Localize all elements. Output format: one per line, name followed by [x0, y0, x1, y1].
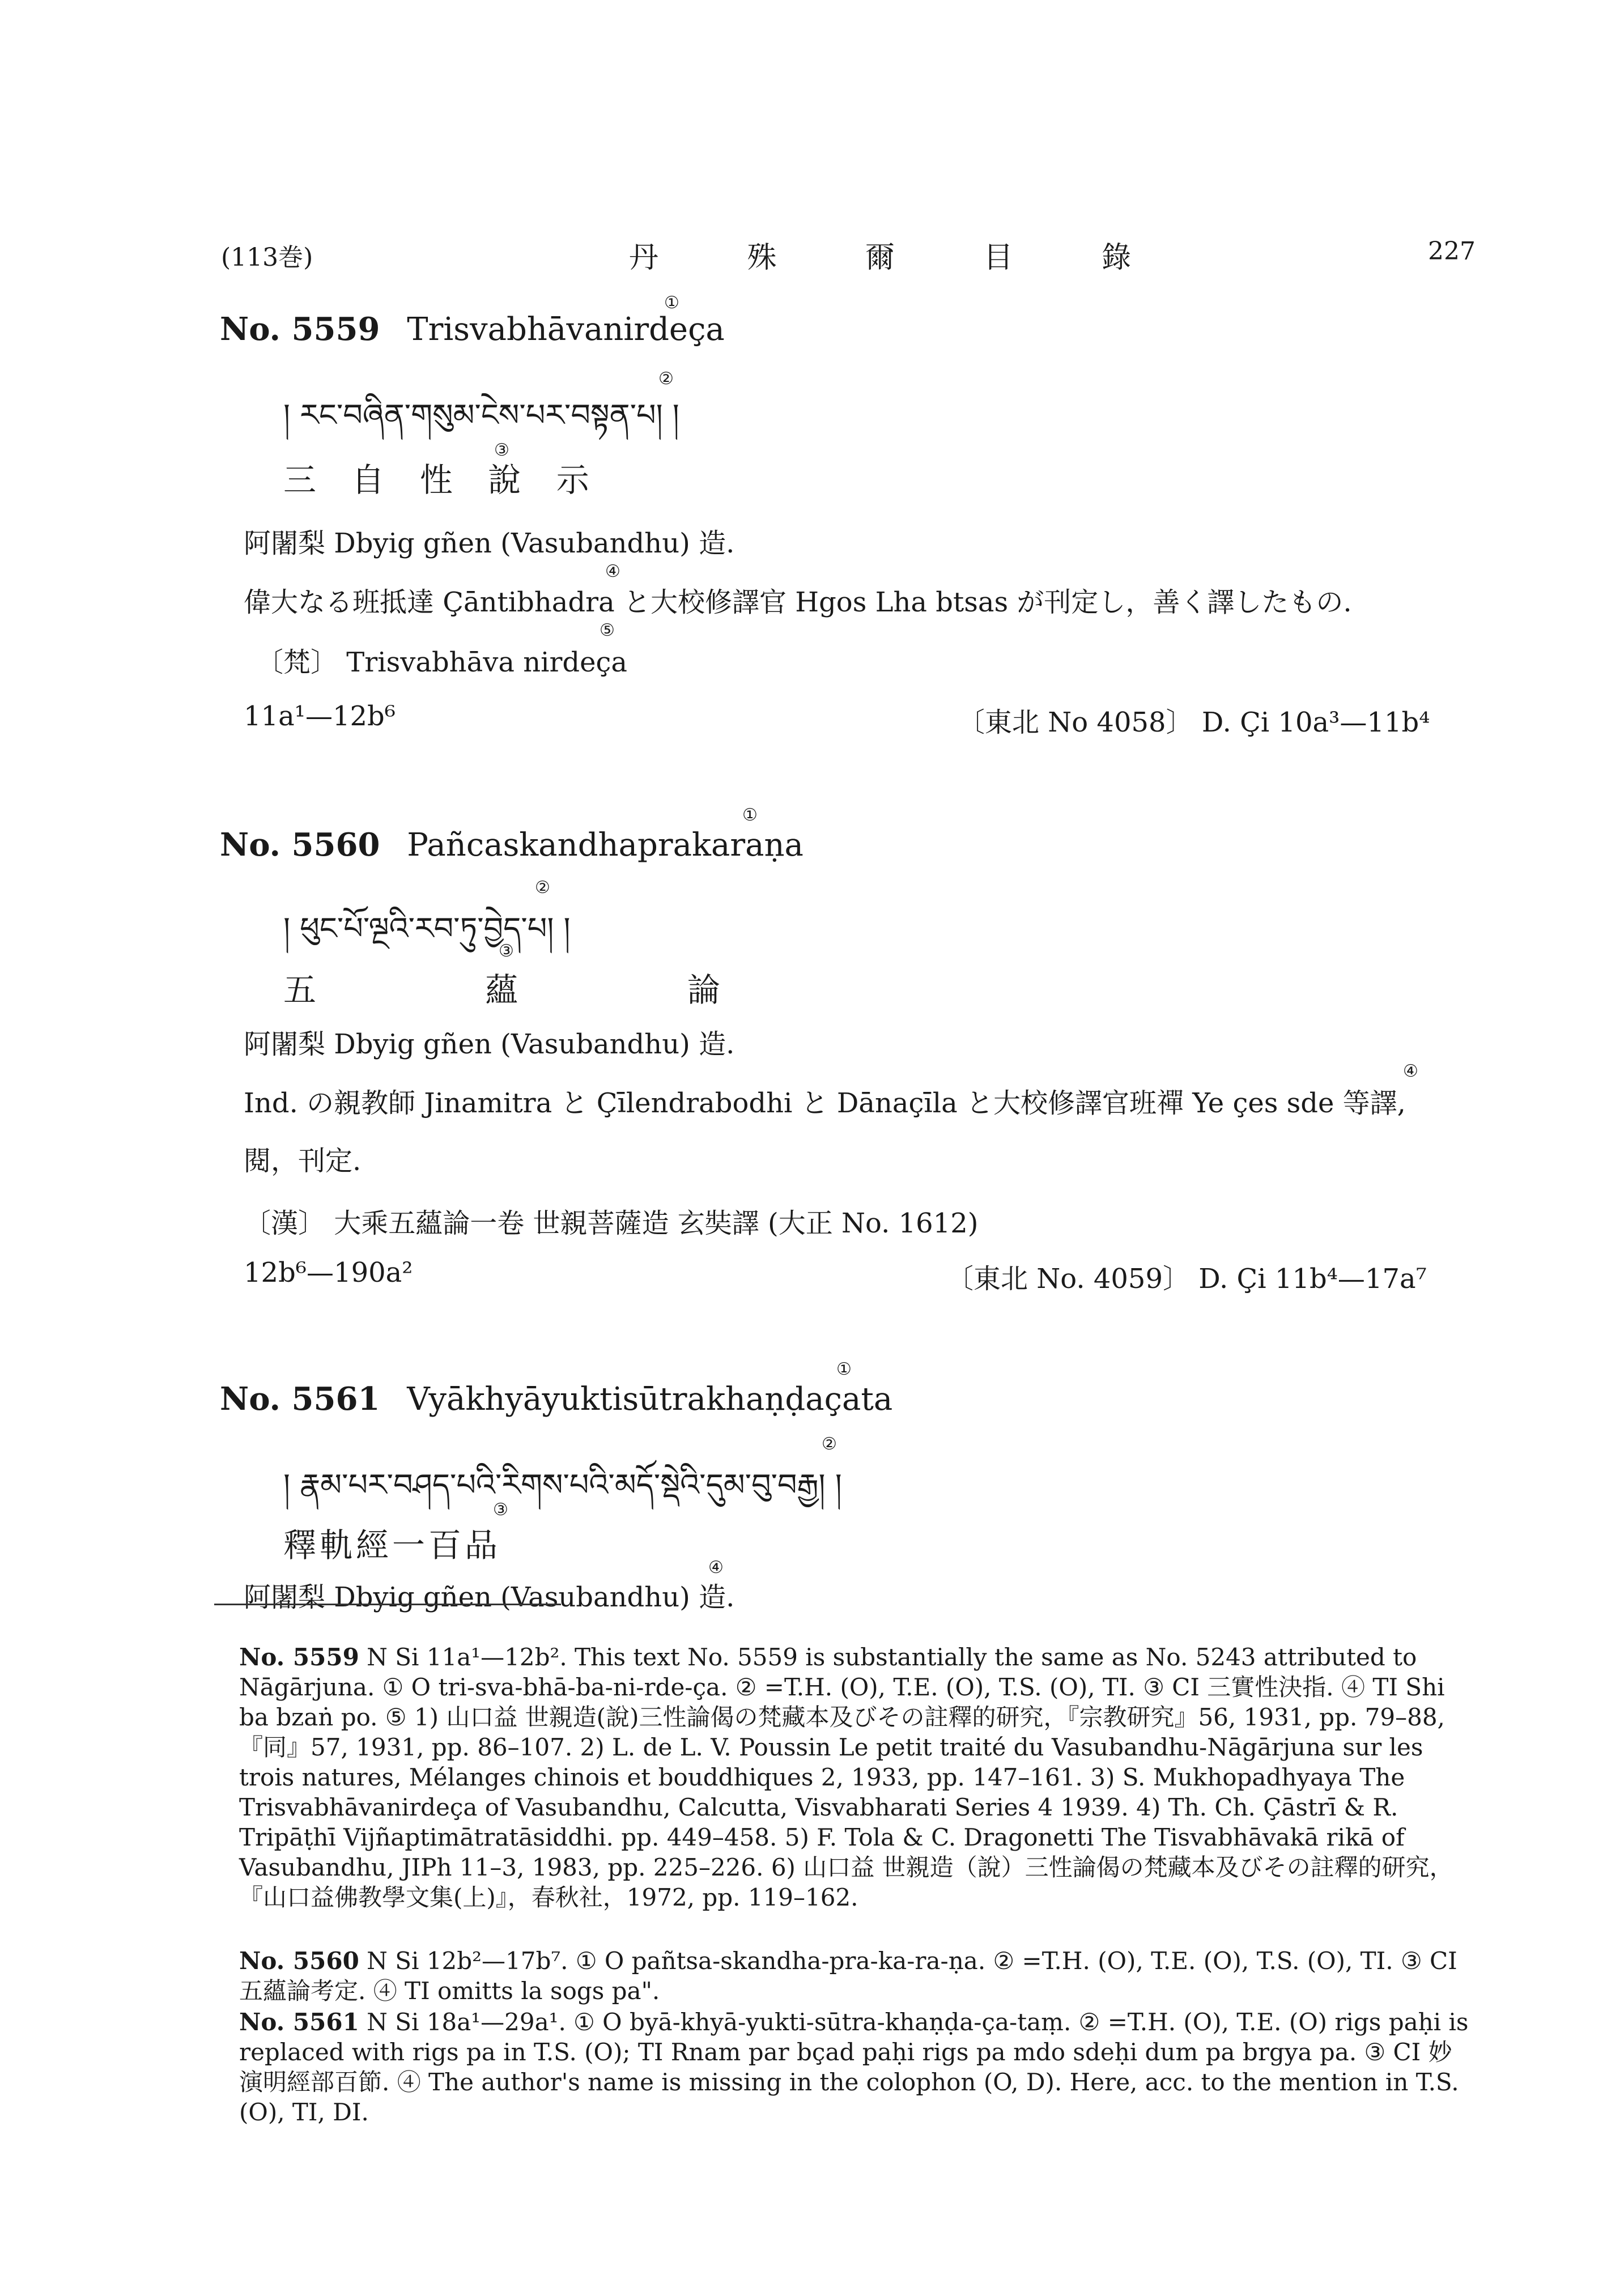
entry-5560-tohoku: 〔東北 No. 4059〕 D. Çi 11b⁴—17a⁷	[946, 1263, 1427, 1295]
volume-label: (113巻)	[221, 243, 313, 272]
entry-number: No. 5560	[220, 826, 380, 864]
entry-5560-tibetan: ། ཕུང་པོ་ལྔའི་རབ་ཏུ་བྱེད་པ། །	[283, 911, 571, 946]
entry-5559-tibetan: ། རང་བཞིན་གསུམ་ངེས་པར་བསྟན་པ། །	[283, 397, 679, 433]
note-mark: ②	[658, 369, 674, 389]
note-mark: ④	[605, 562, 620, 581]
footnote-text: N Si 11a¹—12b². This text No. 5559 is substantially the same as No. 5243 attributed to Nāgārjuna. ① O tri-sva-bhā-ba-ni-rde-ça. ② =T.H. (O), T.E. (O), T.S. (O), TI. ③ CI 三實性決指. ④ TI Shi ba bzaṅ po. ⑤ 1) 山口益 世親造(說)三性論偈の梵藏本及びその註釋的研究，『宗教研究』56, 1931, pp. 79–88, 『同』57, 1931, pp. 86–107. 2) L. de L. V. Poussin Le petit traité du Vasubandhu-Nāgārjuna sur les trois natures, Mélanges chinois et bouddhiques 2, 1933, pp. 147–161. 3) S. Mukhopadhyaya The Trisvabhāvanirdeça of Vasubandhu, Calcutta, Visvabharati Series 4 1939. 4) Th. Ch. Çāstrī & R. Tripāṭhī Vijñaptimātratāsiddhi. pp. 449–458. 5) F. Tola & C. Dragonetti The Tisvabhāvakā rikā of Vasubandhu, JIPh 11–3, 1983, pp. 225–226. 6) 山口益 世親造（說）三性論偈の梵藏本及びその註釋的研究，『山口益佛教學文集(上)』，春秋社，1972, pp. 119–162.	[239, 1643, 1453, 1911]
note-mark: ②	[822, 1434, 837, 1454]
footnote-label: No. 5559	[239, 1643, 359, 1671]
note-mark: ③	[494, 440, 509, 460]
footnote-text: N Si 18a¹—29a¹. ① O byā-khyā-yukti-sūtra-khaṇḍa-ça-taṃ. ② =T.H. (O), T.E. (O) rigs paḥi is replaced with rigs pa in T.S. (O); TI Rnam par bçad paḥi rigs pa mdo sdeḥi dum pa brgya pa. ③ CI 妙演明經部百節. ④ The author's name is missing in the colophon (O, D). Here, acc. to the mention in T.S. (O), TI, DI.	[239, 2008, 1469, 2126]
footnote-text: N Si 12b²—17b⁷. ① O pañtsa-skandha-pra-ka-ra-ṇa. ② =T.H. (O), T.E. (O), T.S. (O), TI. ③ CI 五蘊論考定. ④ TI omitts la sogs pa".	[239, 1947, 1457, 2005]
entry-5560-chinese: 五 蘊 論	[283, 971, 800, 1009]
header-title: 丹 殊 爾 目 錄	[629, 241, 1171, 275]
entry-sanskrit-title: Pañcaskandhaprakaraṇa	[407, 827, 804, 864]
entry-sanskrit-title: Trisvabhāvanirdeça	[407, 311, 725, 348]
entry-5560-chinese-ref: 〔漢〕 大乘五蘊論一卷 世親菩薩造 玄奘譯 (大正 No. 1612)	[244, 1207, 979, 1239]
entry-5559-folio: 11a¹—12b⁶	[244, 700, 396, 732]
entry-5561-chinese: 釋軌經一百品	[283, 1526, 501, 1564]
note-mark: ①	[664, 293, 679, 313]
note-mark: ⑤	[600, 620, 615, 640]
entry-5560-folio: 12b⁶—190a²	[244, 1257, 413, 1289]
entry-5560-author: 阿闍梨 Dbyig gñen (Vasubandhu) 造.	[244, 1028, 735, 1060]
entry-5559-tohoku: 〔東北 No 4058〕 D. Çi 10a³—11b⁴	[958, 707, 1430, 738]
page-number: 227	[1428, 237, 1476, 266]
footnote-label: No. 5561	[239, 2008, 359, 2036]
entry-5560-title	[220, 826, 804, 864]
entry-5559-sanskrit: 〔梵〕 Trisvabhāva nirdeça	[256, 647, 628, 678]
note-mark: ③	[493, 1500, 508, 1520]
entry-5561-author: 阿闍梨 Dbyig gñen (Vasubandhu) 造.	[244, 1581, 735, 1613]
note-mark: ①	[742, 805, 758, 825]
entry-number: No. 5559	[220, 311, 380, 348]
note-mark: ①	[836, 1359, 852, 1379]
entry-5559-title	[220, 311, 725, 348]
entry-5559-translators: 偉大なる班抵達 Çāntibhadra と大校修譯官 Hgos Lha btsas が刊定し，善く譯したもの.	[244, 586, 1352, 618]
entry-5559-chinese: 三 自 性 說 示	[283, 461, 602, 499]
note-mark: ④	[1403, 1061, 1418, 1081]
footnote-label: No. 5560	[239, 1947, 359, 1975]
entry-5561-tibetan: ། རྣམ་པར་བཤད་པའི་རིགས་པའི་མདོ་སྡེའི་དུམ་བུ་བརྒྱ། །	[283, 1467, 842, 1503]
note-mark: ②	[535, 878, 550, 898]
footnote-divider	[214, 1604, 561, 1605]
entry-5561-title	[220, 1380, 892, 1418]
note-mark: ③	[499, 941, 514, 961]
entry-5560-translators: Ind. の親教師 Jinamitra と Çīlendrabodhi と Dānaçīla と大校修譯官班禪 Ye çes sde 等譯,	[244, 1087, 1406, 1119]
footnote-5561	[239, 2007, 1474, 2127]
entry-sanskrit-title: Vyākhyāyuktisūtrakhaṇḍaçata	[407, 1381, 893, 1418]
entry-number: No. 5561	[220, 1380, 380, 1418]
entry-5560-translators-cont: 閱，刊定.	[244, 1145, 362, 1177]
entry-5559-author: 阿闍梨 Dbyig gñen (Vasubandhu) 造.	[244, 528, 735, 559]
footnote-5560	[239, 1946, 1474, 2006]
note-mark: ④	[708, 1558, 724, 1578]
footnote-5559	[239, 1642, 1474, 1912]
